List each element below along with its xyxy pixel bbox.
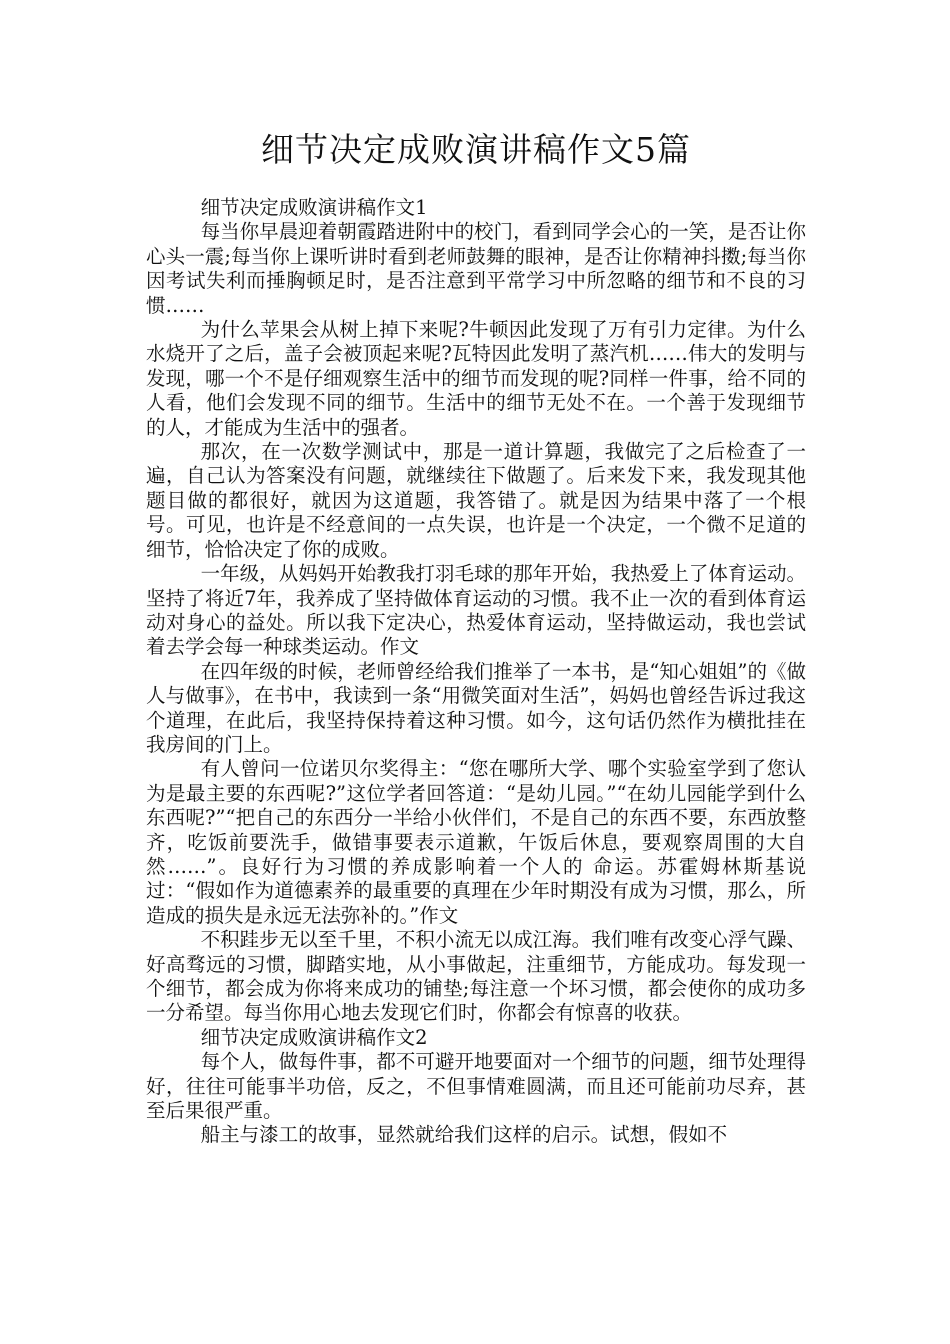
document-title: 细节决定成败演讲稿作文5篇 — [261, 130, 691, 169]
paragraph: 船主与漆工的故事，显然就给我们这样的启示。试想，假如不 — [200, 1123, 728, 1147]
paragraph: 那次，在一次数学测试中，那是一道计算题，我做完了之后检查了一遍，自己认为答案没有问题，就继续往下做题了。后来发下来，我发现其他题目做的都很好，就因为这道题，我答错了。就是因为结果中落了一个根号。可见，也许是不经意间的一点失误，也许是一个决定，一个微不足道的细节，恰恰决定了你的成败。 — [146, 440, 806, 561]
paragraph: 为什么苹果会从树上掉下来呢?牛顿因此发现了万有引力定律。为什么水烧开了之后，盖子会被顶起来呢?瓦特因此发明了蒸汽机……伟大的发明与发现，哪一个不是仔细观察生活中的细节而发现的呢?同样一件事，给不同的人看，他们会发现不同的细节。生活中的细节无处不在。一个善于发现细节的人，才能成为生活中的强者。 — [146, 318, 806, 439]
paragraph: 有人曾问一位诺贝尔奖得主：“您在哪所大学、哪个实验室学到了您认为是最主要的东西呢?”这位学者回答道：“是幼儿园。”“在幼儿园能学到什么东西呢?”“把自己的东西分一半给小伙伴们，不是自己的东西不要，东西放整齐，吃饭前要洗手，做错事要表示道歉，午饭后休息，要观察周围的大自然……”。良好行为习惯的养成影响着一个人的 命运。苏霍姆林斯基说过：“假如作为道德素养的最重要的真理在少年时期没有成为习惯，那么，所造成的损失是永远无法弥补的。”作文 — [146, 757, 806, 927]
document-page — [146, 128, 806, 1148]
paragraph: 每当你早晨迎着朝霞踏进附中的校门，看到同学会心的一笑，是否让你心头一震;每当你上课听讲时看到老师鼓舞的眼神，是否让你精神抖擞;每当你因考试失利而捶胸顿足时，是否注意到平常学习中所忽略的细节和不良的习惯…… — [146, 220, 806, 317]
section-heading: 细节决定成败演讲稿作文2 — [200, 1025, 428, 1049]
section-heading: 细节决定成败演讲稿作文1 — [200, 196, 428, 219]
document-body — [146, 196, 806, 1148]
paragraph: 每个人，做每件事，都不可避开地要面对一个细节的问题，细节处理得好，往往可能事半功倍，反之，不但事情难圆满，而且还可能前功尽弃，甚至后果很严重。 — [146, 1050, 806, 1123]
paragraph: 不积跬步无以至千里，不积小流无以成江海。我们唯有改变心浮气躁、好高骛远的习惯，脚踏实地，从小事做起，注重细节，方能成功。每发现一个细节，都会成为你将来成功的铺垫;每注意一个坏习惯，都会使你的成功多一分希望。每当你用心地去发现它们时，你都会有惊喜的收获。 — [146, 928, 806, 1025]
paragraph: 在四年级的时候，老师曾经给我们推举了一本书，是“知心姐姐”的《做人与做事》，在书中，我读到一条“用微笑面对生活”，妈妈也曾经告诉过我这个道理，在此后，我坚持保持着这种习惯。如今，这句话仍然作为横批挂在我房间的门上。 — [146, 659, 806, 756]
paragraph: 一年级，从妈妈开始教我打羽毛球的那年开始，我热爱上了体育运动。坚持了将近7年，我养成了坚持做体育运动的习惯。我不止一次的看到体育运动对身心的益处。所以我下定决心，热爱体育运动，坚持做运动，我也尝试着去学会每一种球类运动。作文 — [146, 562, 806, 659]
